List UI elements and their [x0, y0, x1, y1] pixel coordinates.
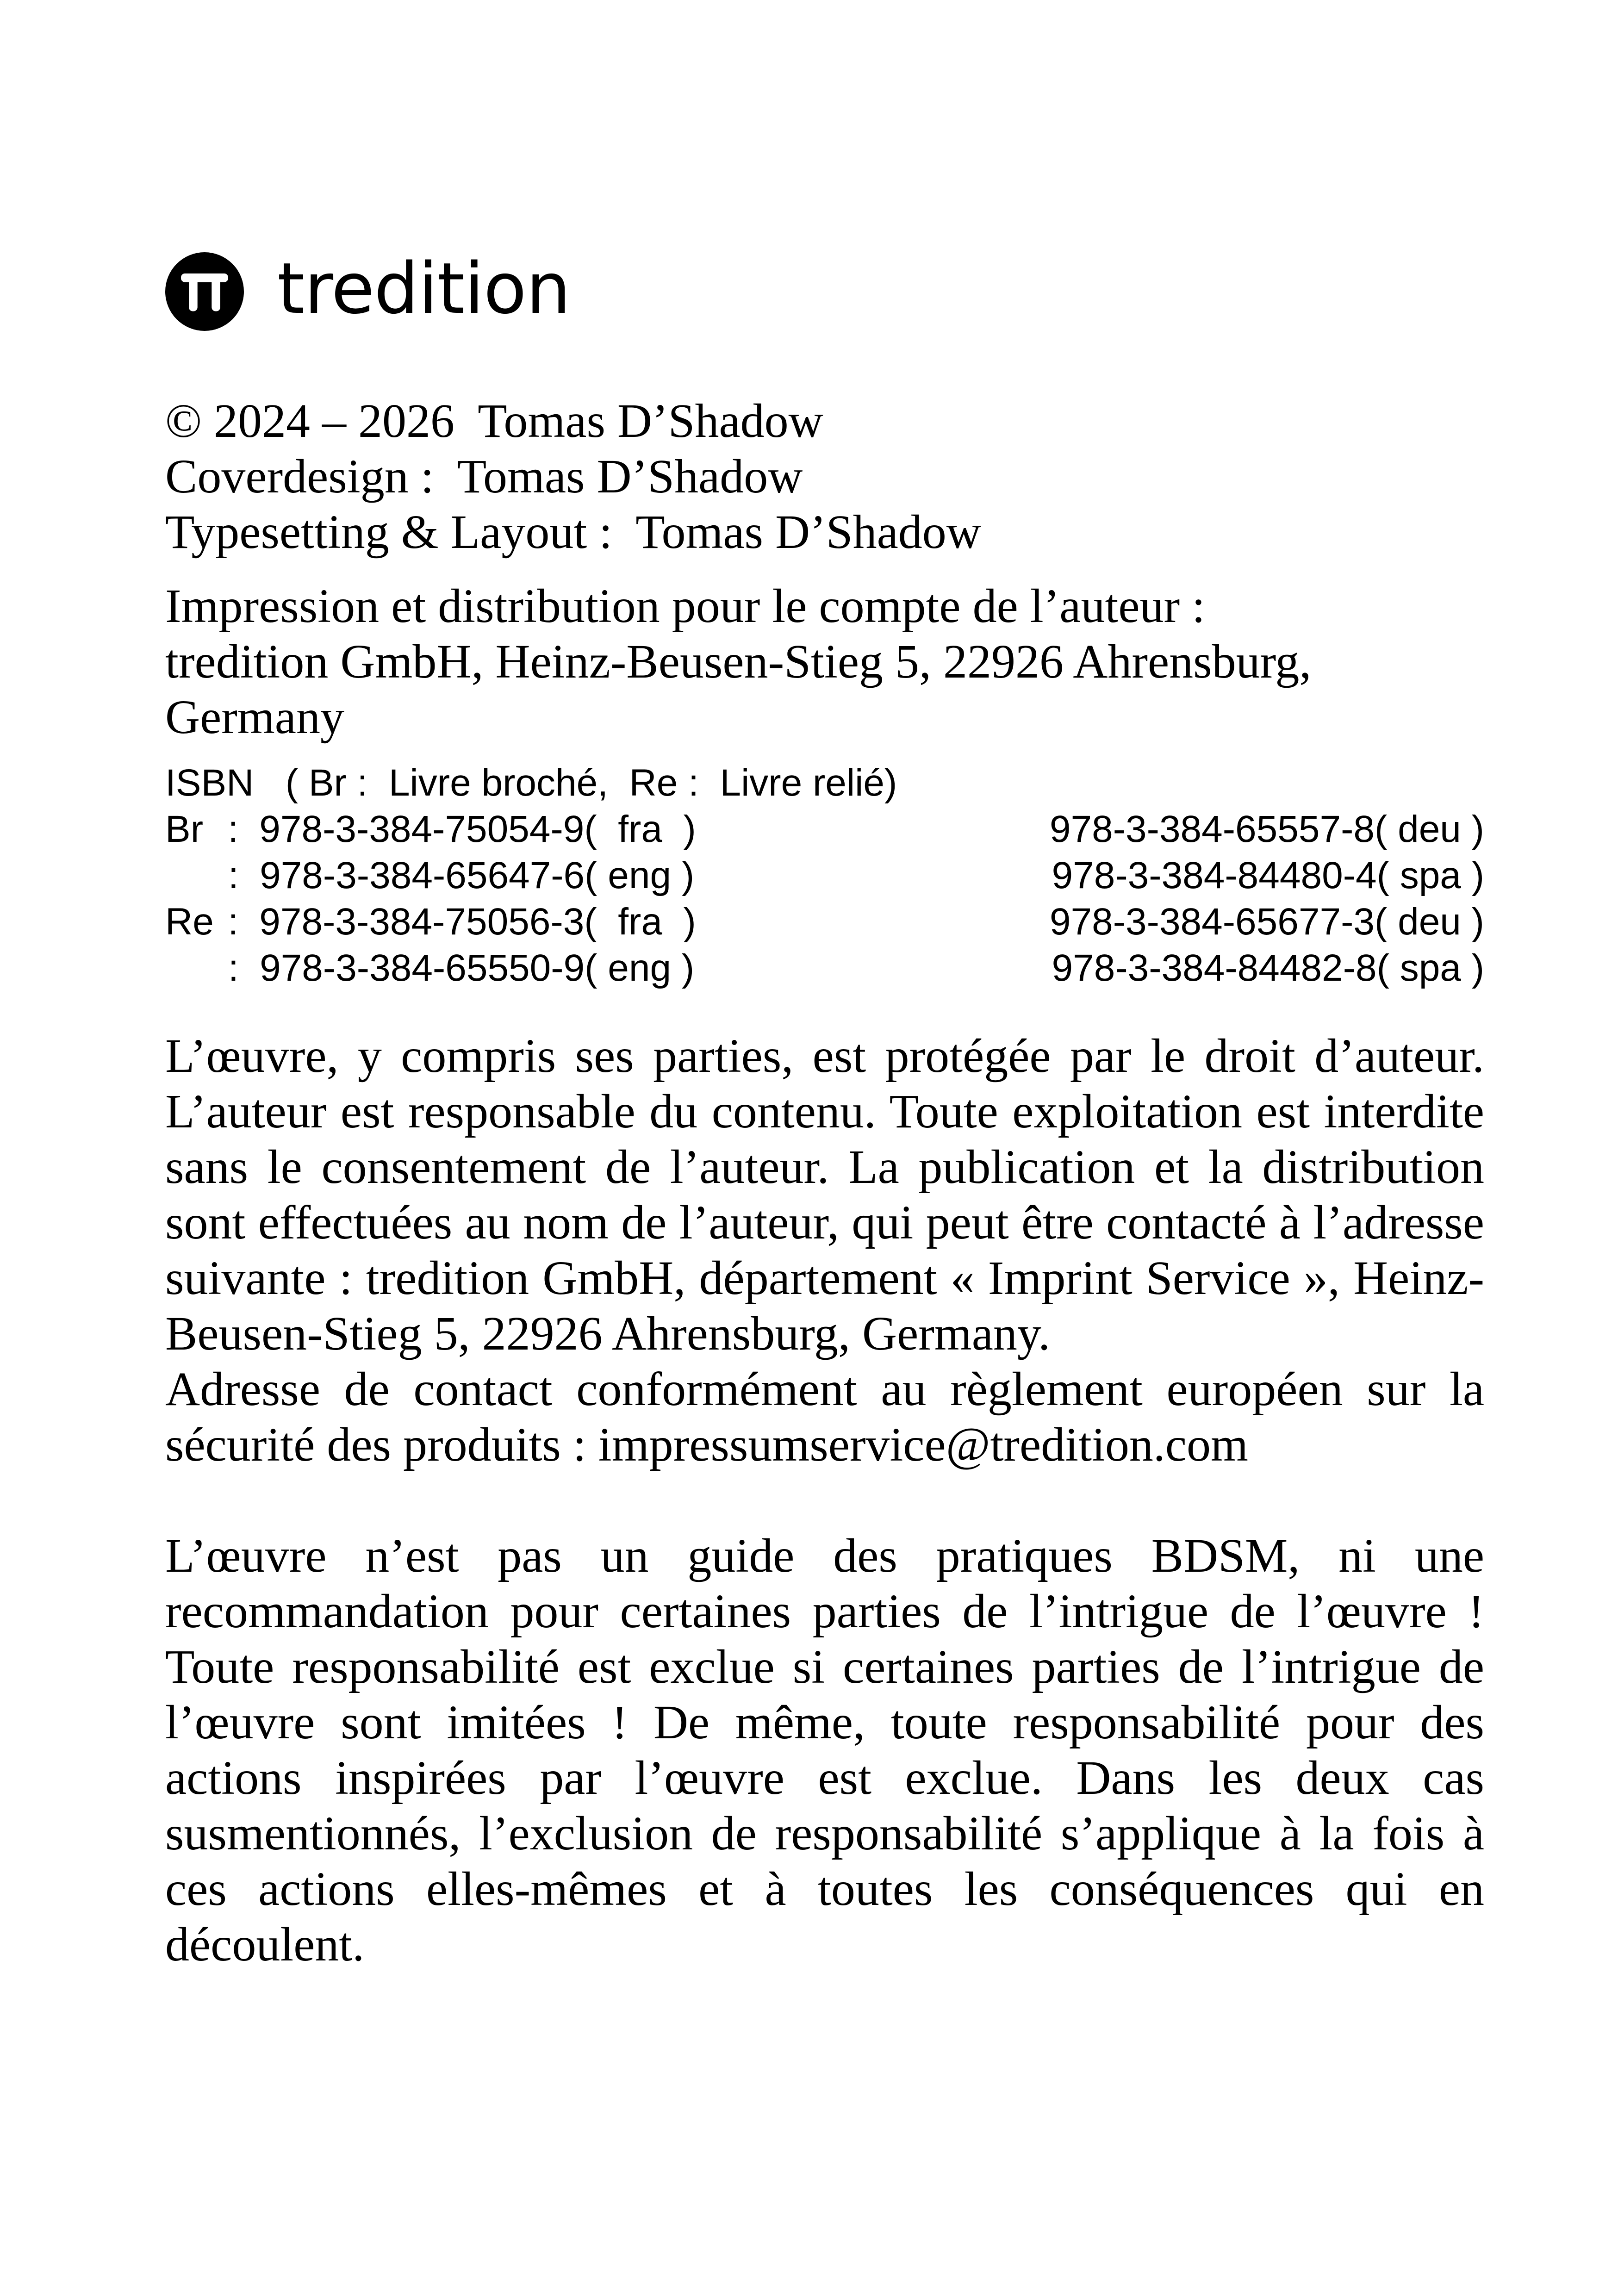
isbn-number: 978-3-384-65647-6 — [260, 854, 585, 896]
isbn-number: 978-3-384-65677-3 — [1049, 901, 1375, 943]
isbn-number: 978-3-384-84482-8 — [1052, 947, 1377, 989]
isbn-row — [165, 945, 1484, 991]
isbn-language: ( deu ) — [1375, 808, 1484, 850]
isbn-colon: : — [228, 854, 239, 896]
copyright-paragraph: L’œuvre, y compris ses parties, est protégée par le droit d’auteur. L’auteur est responsable du contenu. Toute exploitation est interdite sans le consentement de l’auteur. La publication et la distribution sont effectuées au nom de l’auteur, qui peut être contacté à l’adresse suivante : tredition GmbH, département « Imprint Service », Heinz-Beusen-Stieg 5, 22926 Ahrensburg, Germany. — [165, 1029, 1484, 1360]
printer-block — [165, 579, 1484, 745]
isbn-number: 978-3-384-75054-9 — [259, 808, 585, 850]
tredition-logo-icon — [165, 252, 244, 331]
typesetting-line: Typesetting & Layout : Tomas D’Shadow — [165, 505, 981, 559]
printer-line-3: Germany — [165, 691, 344, 744]
isbn-colon: : — [228, 808, 239, 850]
isbn-language: ( eng ) — [585, 854, 695, 896]
coverdesign-line: Coverdesign : Tomas D’Shadow — [165, 450, 803, 503]
disclaimer-paragraph: L’œuvre n’est pas un guide des pratiques BDSM, ni une recommandation pour certaines parties de l’intrigue de l’œuvre ! Toute responsabilité est exclue si certaines parties de l’intrigue de l’œuvre sont imitées ! De même, toute responsabilité pour des actions inspirées par l’œuvre est exclue. Dans les deux cas susmentionnés, l’exclusion de responsabilité s’applique à la fois à ces actions elles-mêmes et à toutes les conséquences qui en découlent. — [165, 1529, 1484, 1971]
imprint-page — [165, 250, 1484, 1972]
isbn-block — [165, 760, 1484, 991]
isbn-language: ( spa ) — [1376, 947, 1484, 989]
contact-paragraph: Adresse de contact conformément au règlement européen sur la sécurité des produits : impressumservice@tredition.com — [165, 1363, 1484, 1471]
isbn-language: ( fra ) — [584, 808, 696, 850]
printer-line-1: Impression et distribution pour le compte de l’auteur : — [165, 579, 1206, 633]
isbn-row — [165, 899, 1484, 945]
isbn-colon: : — [228, 901, 239, 943]
isbn-number: 978-3-384-65550-9 — [260, 947, 585, 989]
isbn-number: 978-3-384-65557-8 — [1049, 808, 1375, 850]
isbn-row — [165, 852, 1484, 899]
publisher-logo — [165, 250, 1484, 333]
isbn-format-label: Br — [165, 808, 203, 850]
isbn-language: ( fra ) — [584, 901, 696, 943]
isbn-format-label — [165, 945, 228, 991]
isbn-language: ( spa ) — [1376, 854, 1484, 896]
isbn-language: ( deu ) — [1375, 901, 1484, 943]
printer-line-2: tredition GmbH, Heinz-Beusen-Stieg 5, 22926 Ahrensburg, — [165, 635, 1312, 688]
copyright-line: © 2024 – 2026 Tomas D’Shadow — [165, 394, 823, 448]
isbn-header: ISBN ( Br : Livre broché, Re : Livre relié) — [165, 762, 897, 804]
isbn-format-label — [165, 852, 228, 899]
isbn-colon: : — [228, 947, 239, 989]
logo-wordmark: tredition — [277, 248, 571, 330]
legal-notice — [165, 1028, 1484, 1473]
isbn-row — [165, 806, 1484, 852]
disclaimer-block — [165, 1528, 1484, 1972]
credits-block — [165, 393, 1484, 560]
isbn-language: ( eng ) — [585, 947, 695, 989]
isbn-number: 978-3-384-75056-3 — [259, 901, 585, 943]
isbn-format-label: Re — [165, 901, 214, 943]
isbn-number: 978-3-384-84480-4 — [1052, 854, 1377, 896]
